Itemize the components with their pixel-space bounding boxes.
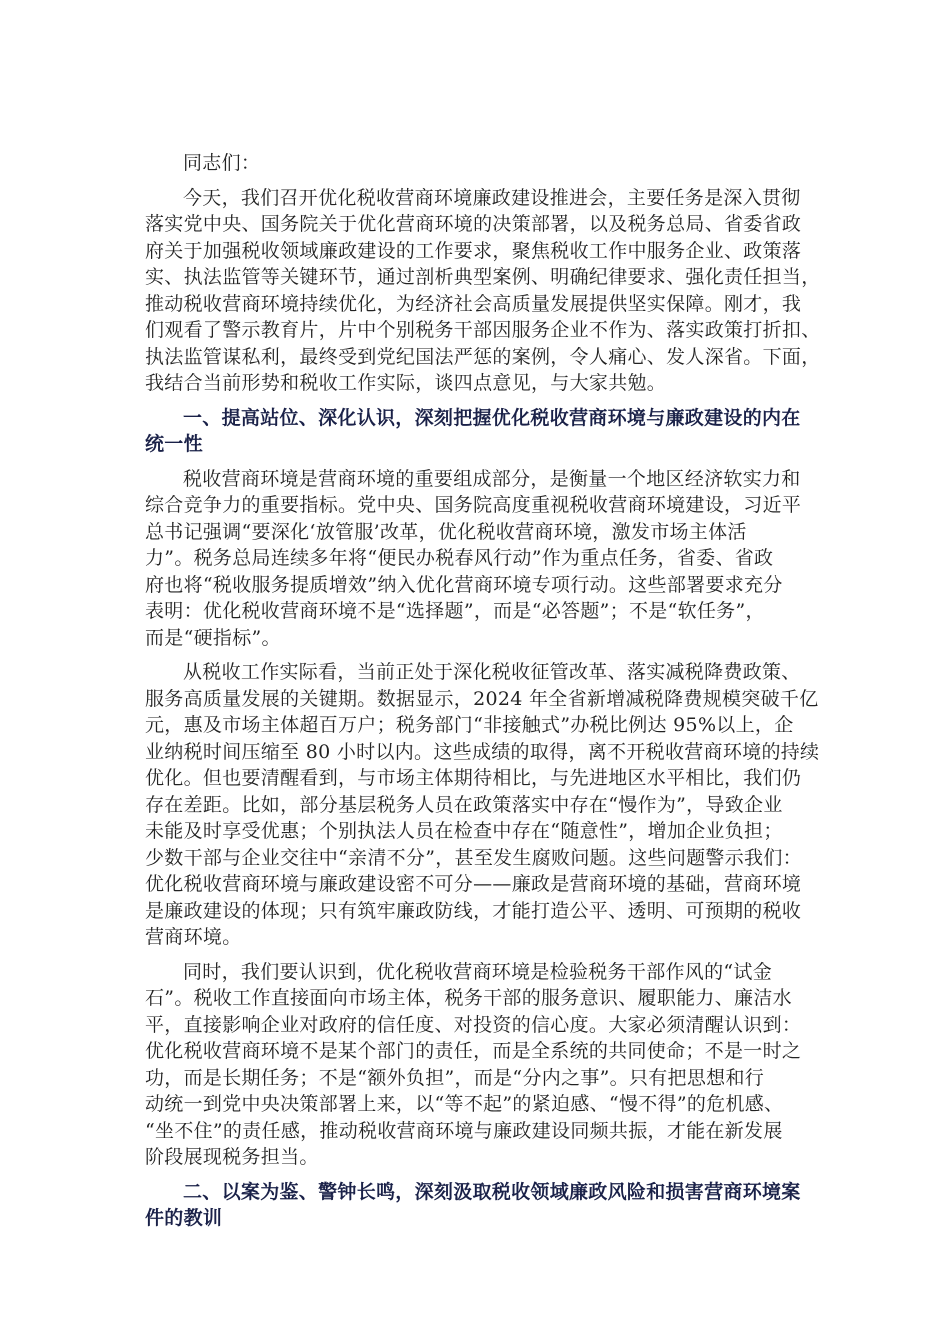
body-paragraph [145, 659, 820, 951]
text-line: 是廉政建设的体现；只有筑牢廉政防线，才能打造公平、透明、可预期的税收 [145, 899, 802, 922]
text-line: 总书记强调“要深化‘放管服’改革，优化税收营商环境，激发市场主体活 [145, 520, 747, 543]
section-heading [145, 1179, 815, 1232]
salutation-text: 同志们： [183, 152, 261, 174]
body-paragraph [145, 466, 815, 652]
text-line: 今天，我们召开优化税收营商环境廉政建设推进会，主要任务是深入贯彻 [183, 186, 801, 209]
text-line: 平，直接影响企业对政府的信任度、对投资的信心度。大家必须清醒认识到： [145, 1013, 802, 1036]
document-page [145, 150, 821, 1240]
body-paragraph [145, 185, 821, 397]
text-line: 业纳税时间压缩至 80 小时以内。这些成绩的取得，离不开税收营商环境的持续 [145, 740, 820, 763]
text-line: 力”。税务总局连续多年将“便民办税春风行动”作为重点任务，省委、省政 [145, 547, 774, 569]
text-line: 实、执法监管等关键环节，通过剖析典型案例、明确纪律要求、强化责任担当， [145, 266, 821, 288]
text-line: 统一性 [145, 433, 203, 455]
text-line: 服务高质量发展的关键期。数据显示，2024 年全省新增减税降费规模突破千亿 [145, 687, 819, 710]
text-line: 营商环境。 [145, 926, 242, 948]
section-heading [145, 405, 815, 458]
text-line: 落实党中央、国务院关于优化营商环境的决策部署，以及税务总局、省委省政 [145, 213, 802, 235]
text-line: 件的教训 [145, 1207, 223, 1229]
text-line: 综合竞争力的重要指标。党中央、国务院高度重视税收营商环境建设，习近平 [145, 494, 802, 516]
text-line: 优化税收营商环境与廉政建设密不可分——廉政是营商环境的基础，营商环境 [145, 873, 802, 895]
text-line: 推动税收营商环境持续优化，为经济社会高质量发展提供坚实保障。刚才，我 [145, 292, 802, 315]
text-line: 优化税收营商环境不是某个部门的责任，而是全系统的共同使命；不是一时之 [145, 1040, 802, 1062]
text-line: 税收营商环境是营商环境的重要组成部分，是衡量一个地区经济软实力和 [183, 467, 801, 490]
text-line: 一、提高站位、深化认识，深刻把握优化税收营商环境与廉政建设的内在 [183, 406, 801, 429]
text-line: 石”。税收工作直接面向市场主体，税务干部的服务意识、履职能力、廉洁水 [145, 987, 792, 1009]
text-line: 而是“硬指标”。 [145, 626, 281, 649]
text-line: 表明：优化税收营商环境不是“选择题”，而是“必答题”；不是“软任务”， [145, 600, 765, 622]
text-line: 同时，我们要认识到，优化税收营商环境是检验税务干部作风的“试金 [183, 960, 773, 983]
body-paragraph [145, 959, 815, 1171]
text-line: 少数干部与企业交往中“亲清不分”，甚至发生腐败问题。这些问题警示我们： [145, 846, 802, 869]
text-line: 从税收工作实际看，当前正处于深化税收征管改革、落实减税降费政策、 [183, 661, 801, 683]
text-line: 阶段展现税务担当。 [145, 1146, 319, 1168]
text-line: 元，惠及市场主体超百万户；税务部门“非接触式”办税比例达 95%以上，企 [145, 714, 794, 736]
text-line: 府关于加强税收领域廉政建设的工作要求，聚焦税收工作中服务企业、政策落 [145, 239, 802, 262]
text-line: 功，而是长期任务；不是“额外负担”，而是“分内之事”。只有把思想和行 [145, 1066, 765, 1089]
text-line: 执法监管谋私利，最终受到党纪国法严惩的案例，令人痛心、发人深省。下面， [145, 345, 821, 368]
text-line: 我结合当前形势和税收工作实际，谈四点意见，与大家共勉。 [145, 372, 667, 394]
text-line: 二、以案为鉴、警钟长鸣，深刻汲取税收领域廉政风险和损害营商环境案 [183, 1180, 801, 1203]
text-line: 未能及时享受优惠；个别执法人员在检查中存在“随意性”，增加企业负担； [145, 820, 783, 842]
text-line: 优化。但也要清醒看到，与市场主体期待相比，与先进地区水平相比，我们仍 [145, 767, 802, 789]
text-line: 府也将“税收服务提质增效”纳入优化营商环境专项行动。这些部署要求充分 [145, 573, 783, 596]
salutation [145, 150, 815, 177]
text-line: “坐不住”的责任感，推动税收营商环境与廉政建设同频共振，才能在新发展 [145, 1119, 783, 1142]
text-line: 存在差距。比如，部分基层税务人员在政策落实中存在“慢作为”，导致企业 [145, 793, 783, 816]
text-line: 动统一到党中央决策部署上来，以“等不起”的紧迫感、“慢不得”的危机感、 [145, 1093, 784, 1115]
text-line: 们观看了警示教育片，片中个别税务干部因服务企业不作为、落实政策打折扣、 [145, 319, 821, 341]
